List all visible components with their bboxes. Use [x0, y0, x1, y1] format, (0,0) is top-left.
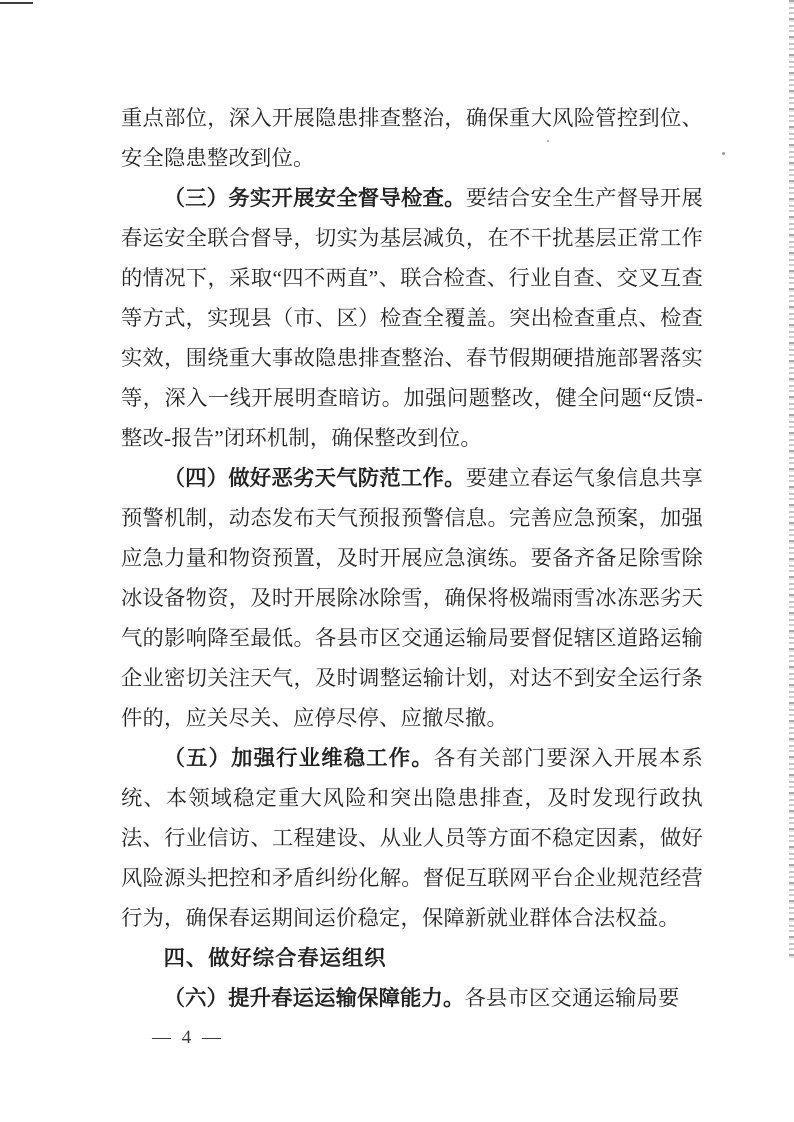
page-number: — 4 —	[152, 1027, 224, 1048]
paragraph-3	[121, 458, 703, 738]
paragraph-bold-lead: （五）加强行业维稳工作。	[163, 746, 434, 770]
paragraph-text: 要结合安全生产督导开展春运安全联合督导，切实为基层减负，在不干扰基层正常工作的情况下，采取“四不两直”、联合检查、行业自查、交叉互查等方式，实现县（市、区）检查全覆盖。突出检查重点、检查实效，围绕重大事故隐患排查整治、春节假期硬措施部署落实等，深入一线开展明查暗访。加强问题整改，健全问题“反馈-整改-报告”闭环机制，确保整改到位。	[121, 186, 703, 450]
section-heading	[121, 938, 703, 978]
paragraph-text: 重点部位，深入开展隐患排查整治，确保重大风险管控到位、安全隐患整改到位。	[121, 106, 703, 170]
paragraph-text: 要建立春运气象信息共享预警机制，动态发布天气预报预警信息。完善应急预案，加强应急力量和物资预置，及时开展应急演练。要备齐备足除雪除冰设备物资，及时开展除冰除雪，确保将极端雨雪冰冻恶劣天气的影响降至最低。各县市区交通运输局要督促辖区道路运输企业密切关注天气，及时调整运输计划，对达不到安全运行条件的，应关尽关、应停尽停、应撤尽撤。	[121, 466, 703, 730]
paragraph-bold-lead: （三）务实开展安全督导检查。	[163, 186, 466, 210]
paragraph-bold-lead: 四、做好综合春运组织	[163, 946, 387, 970]
paragraph-6	[121, 978, 703, 1018]
scan-artifact-topleft-line	[0, 2, 33, 4]
paragraph-2	[121, 178, 703, 458]
paragraph-bold-lead: （四）做好恶劣天气防范工作。	[163, 466, 466, 490]
document-body	[121, 98, 703, 1018]
paragraph-bold-lead: （六）提升春运运输保障能力。	[163, 986, 465, 1010]
paragraph-text: 各有关部门要深入开展本系统、本领域稳定重大风险和突出隐患排查，及时发现行政执法、行业信访、工程建设、从业人员等方面不稳定因素，做好风险源头把控和矛盾纠纷化解。督促互联网平台企业规范经营行为，确保春运期间运价稳定，保障新就业群体合法权益。	[121, 746, 704, 930]
paragraph-1	[121, 98, 703, 178]
paragraph-4	[121, 738, 703, 938]
scan-artifact-right-edge-noise	[789, 0, 794, 958]
scan-artifact-speck	[722, 152, 725, 155]
paragraph-text: 各县市区交通运输局要	[464, 986, 680, 1010]
